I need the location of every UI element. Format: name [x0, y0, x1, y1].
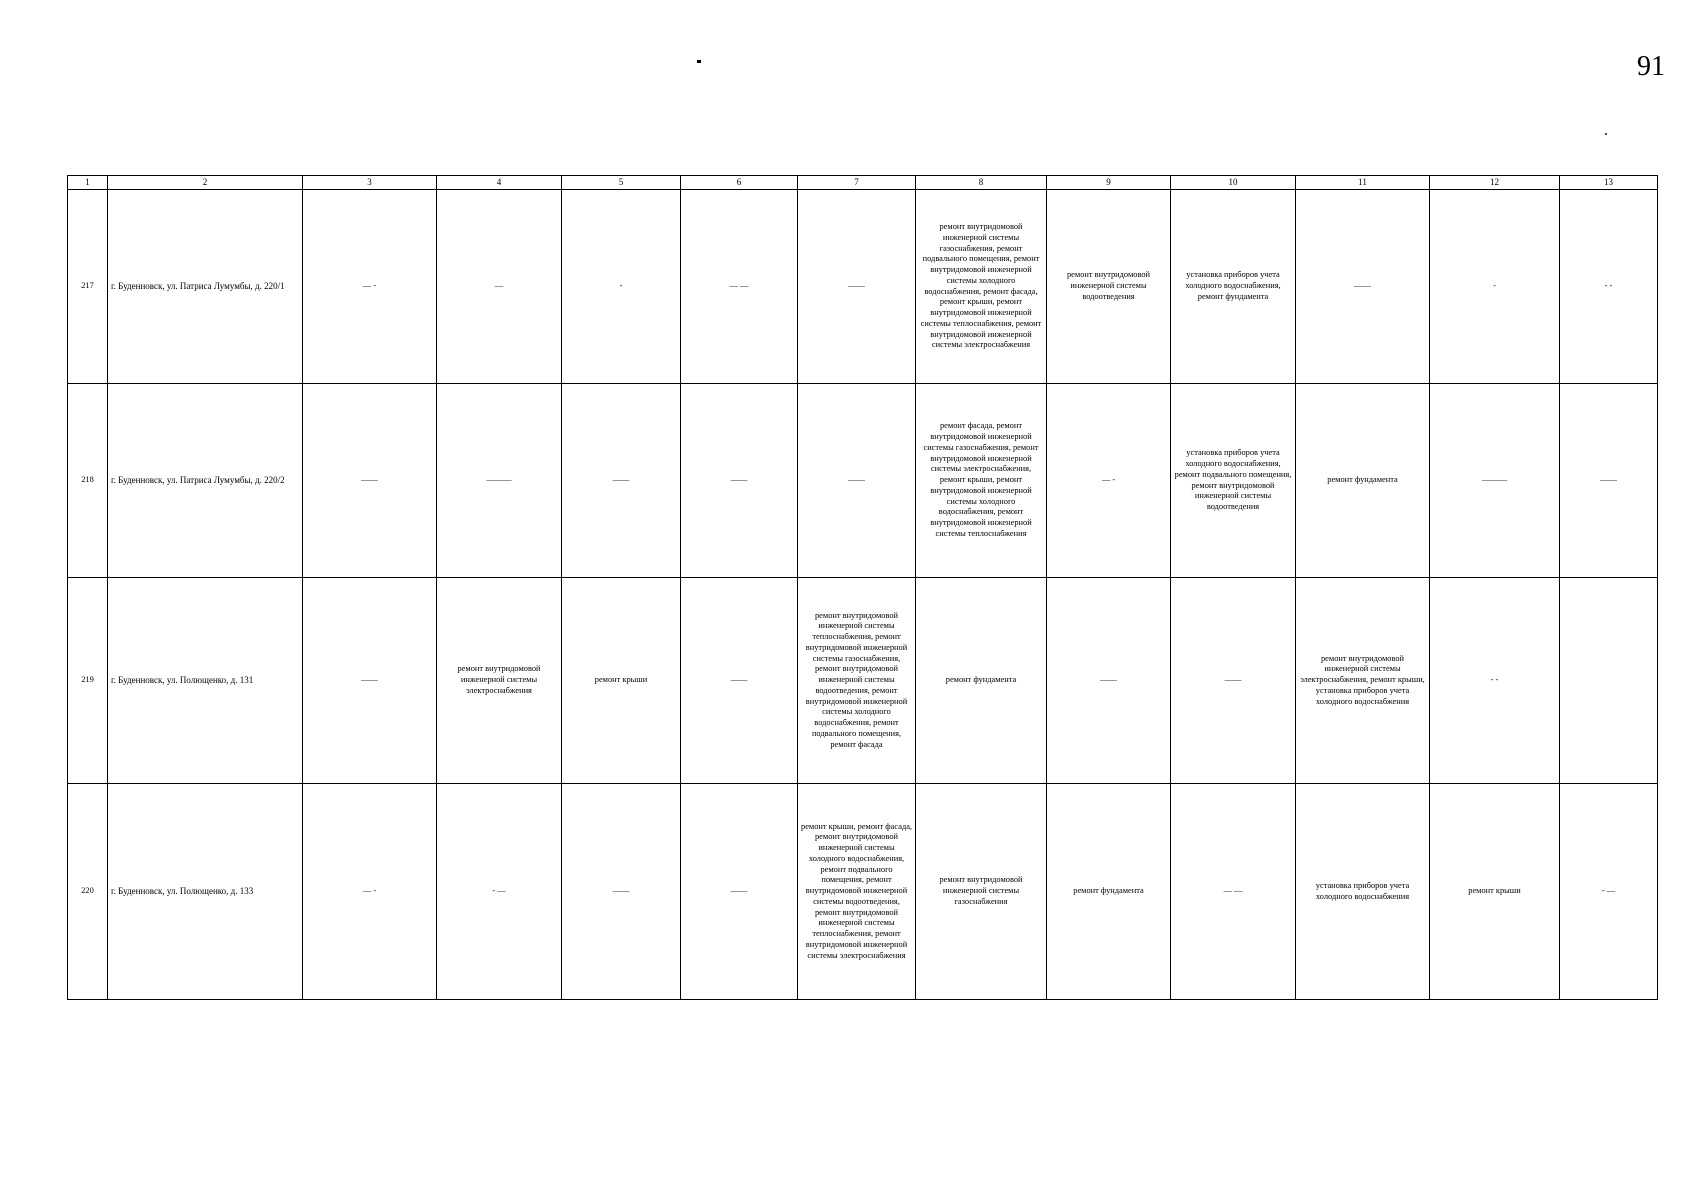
table-cell: ——: [562, 384, 681, 578]
column-header: 10: [1171, 176, 1296, 190]
table-cell: ремонт фундамента: [1047, 784, 1171, 1000]
table-cell: - -: [1560, 190, 1658, 384]
table-cell: - -: [1430, 578, 1560, 784]
column-header: 5: [562, 176, 681, 190]
column-header: 11: [1296, 176, 1430, 190]
table-cell: ремонт фасада, ремонт внутридомовой инженерной системы газоснабжения, ремонт внутридомовой инженерной системы электроснабжения, ремонт крыши, ремонт внутридомовой инженерной системы холодного водоснабжения, ремонт внутридомовой инженерной системы теплоснабжения: [916, 384, 1047, 578]
address-cell: г. Буденновск, ул. Патриса Лумумбы, д. 220/1: [108, 190, 303, 384]
column-header: 1: [68, 176, 108, 190]
table-cell: ремонт внутридомовой инженерной системы газоснабжения, ремонт подвального помещения, ремонт внутридомовой инженерной системы холодного водоснабжения, ремонт фасада, ремонт крыши, ремонт внутридомовой инженерной системы теплоснабжения, ремонт внутридомовой инженерной системы электроснабжения: [916, 190, 1047, 384]
table-row: [68, 384, 1658, 578]
column-header: 3: [303, 176, 437, 190]
table-cell: ——: [303, 578, 437, 784]
table-cell: ремонт крыши: [1430, 784, 1560, 1000]
table-cell: ремонт внутридомовой инженерной системы газоснабжения: [916, 784, 1047, 1000]
mark-dot: [697, 60, 701, 63]
table-cell: ——: [681, 784, 798, 1000]
table-cell: ——: [681, 384, 798, 578]
row-number: 217: [68, 190, 108, 384]
table-cell: — -: [1047, 384, 1171, 578]
address-cell: г. Буденновск, ул. Полющенко, д. 133: [108, 784, 303, 1000]
table-cell: ремонт внутридомовой инженерной системы теплоснабжения, ремонт внутридомовой инженерной системы газоснабжения, ремонт внутридомовой инженерной системы водоотведения, ремонт внутридомовой инженерной системы холодного водоснабжения, ремонт подвального помещения, ремонт фасада: [798, 578, 916, 784]
table-cell: установка приборов учета холодного водоснабжения: [1296, 784, 1430, 1000]
table-cell: - —: [1560, 784, 1658, 1000]
table-cell: — -: [303, 784, 437, 1000]
table-cell: — -: [303, 190, 437, 384]
scan-speck: [1605, 133, 1607, 135]
table-cell: ремонт фундамента: [1296, 384, 1430, 578]
table-cell: — —: [681, 190, 798, 384]
header-row: [68, 176, 1658, 190]
column-header: 12: [1430, 176, 1560, 190]
table-cell: ——: [798, 384, 916, 578]
column-header: 7: [798, 176, 916, 190]
table-cell: ——: [681, 578, 798, 784]
table-cell: [1560, 578, 1658, 784]
column-header: 2: [108, 176, 303, 190]
table-cell: ремонт фундамента: [916, 578, 1047, 784]
column-header: 6: [681, 176, 798, 190]
table-cell: -: [1430, 190, 1560, 384]
table-cell: ремонт крыши: [562, 578, 681, 784]
column-header: 9: [1047, 176, 1171, 190]
table-cell: -: [562, 190, 681, 384]
table-cell: ремонт крыши, ремонт фасада, ремонт внутридомовой инженерной системы холодного водоснабжения, ремонт подвального помещения, ремонт внутридомовой инженерной системы водоотведения, ремонт внутридомовой инженерной системы теплоснабжения, ремонт внутридомовой инженерной системы электроснабжения: [798, 784, 916, 1000]
table-cell: установка приборов учета холодного водоснабжения, ремонт подвального помещения, ремонт внутридомовой инженерной системы водоотведения: [1171, 384, 1296, 578]
row-number: 218: [68, 384, 108, 578]
table-cell: ———: [1430, 384, 1560, 578]
table-row: [68, 784, 1658, 1000]
table-cell: установка приборов учета холодного водоснабжения, ремонт фундамента: [1171, 190, 1296, 384]
table-cell: ——: [1296, 190, 1430, 384]
row-number: 219: [68, 578, 108, 784]
table-cell: ——: [562, 784, 681, 1000]
address-cell: г. Буденновск, ул. Полющенко, д. 131: [108, 578, 303, 784]
column-header: 4: [437, 176, 562, 190]
table-cell: ремонт внутридомовой инженерной системы водоотведения: [1047, 190, 1171, 384]
table-cell: — —: [1171, 784, 1296, 1000]
table-cell: ———: [437, 384, 562, 578]
table-cell: ——: [1171, 578, 1296, 784]
page-number: 91: [1637, 51, 1665, 82]
table-cell: - —: [437, 784, 562, 1000]
table-cell: —: [437, 190, 562, 384]
address-cell: г. Буденновск, ул. Патриса Лумумбы, д. 220/2: [108, 384, 303, 578]
table-row: [68, 190, 1658, 384]
column-header: 13: [1560, 176, 1658, 190]
table-cell: ——: [1560, 384, 1658, 578]
table-cell: ремонт внутридомовой инженерной системы электроснабжения, ремонт крыши, установка приборов учета холодного водоснабжения: [1296, 578, 1430, 784]
table-cell: ремонт внутридомовой инженерной системы электроснабжения: [437, 578, 562, 784]
table-cell: ——: [1047, 578, 1171, 784]
table-cell: ——: [303, 384, 437, 578]
table-row: [68, 578, 1658, 784]
works-table: [67, 175, 1658, 1000]
column-header: 8: [916, 176, 1047, 190]
row-number: 220: [68, 784, 108, 1000]
table-cell: ——: [798, 190, 916, 384]
